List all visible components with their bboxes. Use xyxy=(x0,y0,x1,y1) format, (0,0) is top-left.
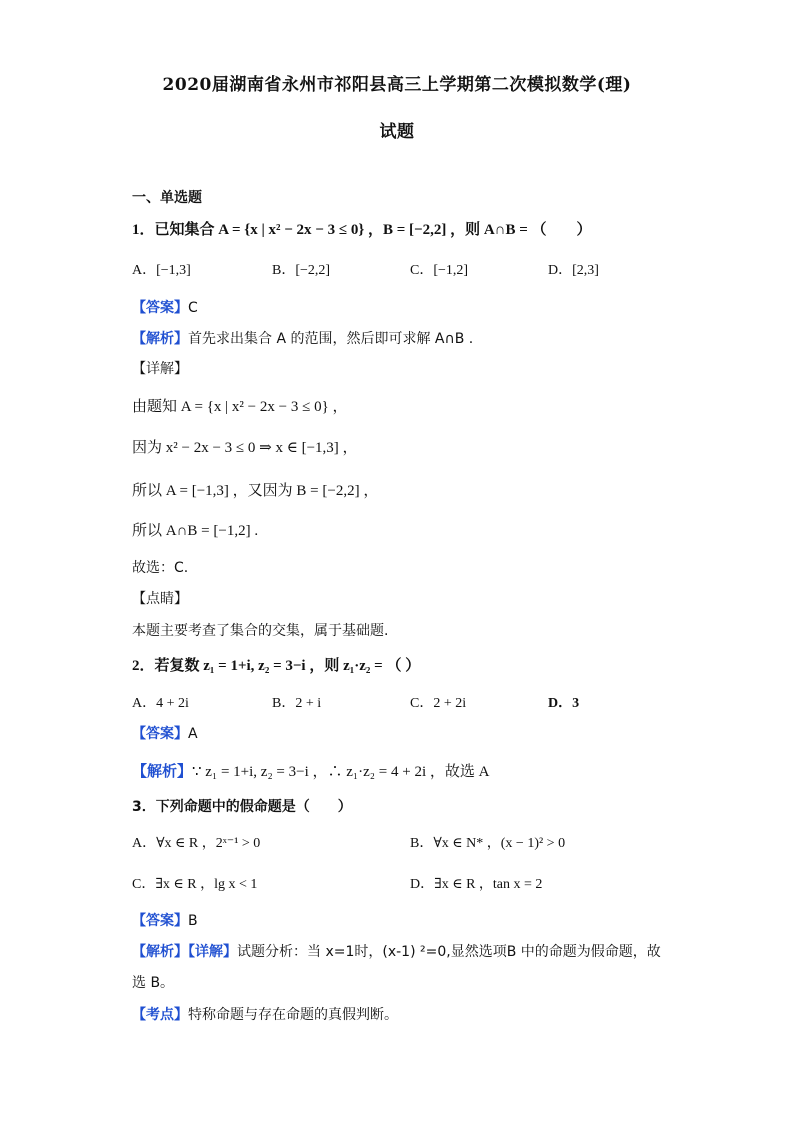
q1-detail-tag: 【详解】 xyxy=(132,361,188,377)
q1-step-4: 所以 A∩B = [−1,2] . xyxy=(132,523,259,539)
q2-stem: 2．若复数 z₁ = 1+i, z₂ = 3−i ，则 z₁·z₂ = （ ） xyxy=(132,658,421,674)
q1-comment-text: 本题主要考查了集合的交集，属于基础题. xyxy=(132,623,389,639)
q1-analysis-text: 首先求出集合 A 的范围，然后即可求解 A∩B . xyxy=(188,331,474,347)
q2-answer-value: A xyxy=(188,726,198,742)
q3-answer-tag: 【答案】 xyxy=(132,913,188,929)
q3-stem: 3．下列命题中的假命题是（ ） xyxy=(132,799,352,815)
q3-analysis-tag: 【解析】【详解】 xyxy=(132,944,237,960)
q2-analysis-row xyxy=(132,760,489,781)
q1-answer-row xyxy=(132,297,198,317)
q3-kaodian-tag: 【考点】 xyxy=(132,1007,188,1023)
q3-option-a: A．∀x ∈ R ，2ˣ⁻¹ > 0 xyxy=(132,836,261,851)
section-heading: 一、单选题 xyxy=(132,190,202,206)
q3-analysis-row xyxy=(132,941,661,961)
q3-option-b: B．∀x ∈ N* ，(x − 1)² > 0 xyxy=(410,836,566,851)
q3-option-d: D．∃x ∈ R ，tan x = 2 xyxy=(410,877,543,892)
q1-analysis-row xyxy=(132,328,473,348)
q1-comment-tag: 【点睛】 xyxy=(132,591,188,607)
q2-answer-tag: 【答案】 xyxy=(132,726,188,742)
q1-analysis-tag: 【解析】 xyxy=(132,331,188,347)
q2-analysis-tag: 【解析】 xyxy=(132,762,193,780)
q1-stem: 1．已知集合 A = {x | x² − 2x − 3 ≤ 0} ，B = [−2,2] ，则 A∩B = （ ） xyxy=(132,222,592,238)
q3-answer-row xyxy=(132,910,198,930)
q3-kaodian-row xyxy=(132,1004,398,1024)
document-title-line1: 2020届湖南省永州市祁阳县高三上学期第二次模拟数学(理) xyxy=(162,75,632,95)
q2-option-d: D．3 xyxy=(548,696,580,711)
q1-answer-value: C xyxy=(188,300,198,316)
q3-answer-value: B xyxy=(188,913,198,929)
q3-kaodian-text: 特称命题与存在命题的真假判断。 xyxy=(188,1007,398,1023)
q1-step-3: 所以 A = [−1,3] ，又因为 B = [−2,2] ， xyxy=(132,483,379,499)
q1-answer-tag: 【答案】 xyxy=(132,300,188,316)
q2-answer-row xyxy=(132,723,198,743)
q1-step-2: 因为 x² − 2x − 3 ≤ 0 ⇒ x ∈ [−1,3] ， xyxy=(132,440,358,456)
q2-option-b: B．2 + i xyxy=(272,696,322,711)
document-title-line2: 试题 xyxy=(379,122,415,142)
q2-option-a: A．4 + 2i xyxy=(132,696,189,711)
q2-analysis-text: ∵ z₁ = 1+i, z₂ = 3−i ，∴ z₁·z₂ = 4 + 2i ，故选 A xyxy=(192,764,490,780)
q3-option-c: C．∃x ∈ R ，lg x < 1 xyxy=(132,877,258,892)
q3-analysis-continuation: 选 B。 xyxy=(132,975,175,991)
q3-analysis-text: 试题分析：当 x=1时，(x-1) ²=0,显然选项B 中的命题为假命题，故 xyxy=(237,944,661,960)
q1-step-1: 由题知 A = {x | x² − 2x − 3 ≤ 0} ， xyxy=(132,399,348,415)
q1-step-5: 故选：C. xyxy=(132,560,189,576)
q1-option-b: B．[−2,2] xyxy=(272,263,331,278)
q2-option-c: C．2 + 2i xyxy=(410,696,467,711)
q1-option-a: A．[−1,3] xyxy=(132,263,191,278)
q1-option-c: C．[−1,2] xyxy=(410,263,469,278)
q1-option-d: D．[2,3] xyxy=(548,263,599,278)
